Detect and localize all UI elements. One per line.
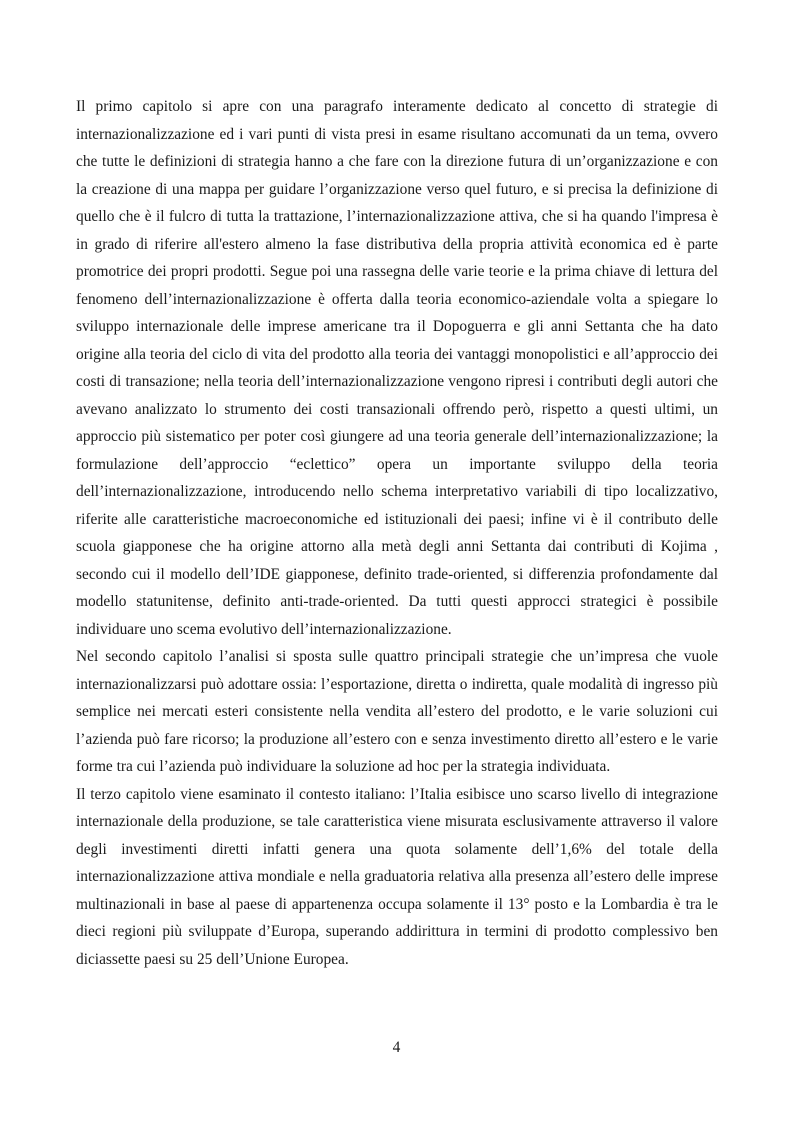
paragraph-first-chapter: Il primo capitolo si apre con una paragrafo interamente dedicato al concetto di strategie di internazionalizzazione ed i vari punti di vista presi in esame risultano accomunati da un tema, ovvero che tutte le definizioni di strategia hanno a che fare con la direzione futura di un’organizzazione e con la creazione di una mappa per guidare l’organizzazione verso quel futuro, e si precisa la definizione di quello che è il fulcro di tutta la trattazione, l’internazionalizzazione attiva, che si ha quando l'impresa è in grado di riferire all'estero almeno la fase distributiva della propria attività economica ed è parte promotrice dei propri prodotti. Segue poi una rassegna delle varie teorie e la prima chiave di lettura del fenomeno dell’internazionalizzazione è offerta dalla teoria economico-aziendale volta a spiegare lo sviluppo internazionale delle imprese americane tra il Dopoguerra e gli anni Settanta che ha dato origine alla teoria del ciclo di vita del prodotto alla teoria dei vantaggi monopolistici e all’approccio dei costi di transazione; nella teoria dell’internazionalizzazione vengono ripresi i contributi degli autori che avevano analizzato lo strumento dei costi transazionali offrendo però, rispetto a questi ultimi, un approccio più sistematico per poter così giungere ad una teoria generale dell’internazionalizzazione; la formulazione dell’approccio “eclettico” opera un importante sviluppo della teoria dell’internazionalizzazione, introducendo nello schema interpretativo variabili di tipo localizzativo, riferite alle caratteristiche macroeconomiche ed istituzionali dei paesi; infine vi è il contributo delle scuola giapponese che ha origine attorno alla metà degli anni Settanta dai contributi di Kojima , secondo cui il modello dell’IDE giapponese, definito trade-oriented, si differenzia profondamente dal modello statunitense, definito anti-trade-oriented. Da tutti questi approcci strategici è possibile individuare uno scema evolutivo dell’internazionalizzazione.	[76, 98, 718, 638]
page-number: 4	[392, 1039, 401, 1056]
paragraph-second-chapter: Nel secondo capitolo l’analisi si sposta sulle quattro principali strategie che un’impresa che vuole internazionalizzarsi può adottare ossia: l’esportazione, diretta o indiretta, quale modalità di ingresso più semplice nei mercati esteri consistente nella vendita all’estero del prodotto, e le varie soluzioni cui l’azienda può fare ricorso; la produzione all’estero con e senza investimento diretto all’estero e le varie forme tra cui l’azienda può individuare la soluzione ad hoc per la strategia individuata.	[76, 648, 718, 775]
paragraph-third-chapter: Il terzo capitolo viene esaminato il contesto italiano: l’Italia esibisce uno scarso livello di integrazione internazionale della produzione, se tale caratteristica viene misurata esclusivamente attraverso il valore degli investimenti diretti infatti genera una quota solamente dell’1,6% del totale della internazionalizzazione attiva mondiale e nella graduatoria relativa alla presenza all’estero delle imprese multinazionali in base al paese di appartenenza occupa solamente il 13° posto e la Lombardia è tra le dieci regioni più sviluppate d’Europa, superando addirittura in termini di prodotto complessivo ben diciassette paesi su 25 dell’Unione Europea.	[76, 785, 718, 968]
body-text	[76, 93, 718, 973]
